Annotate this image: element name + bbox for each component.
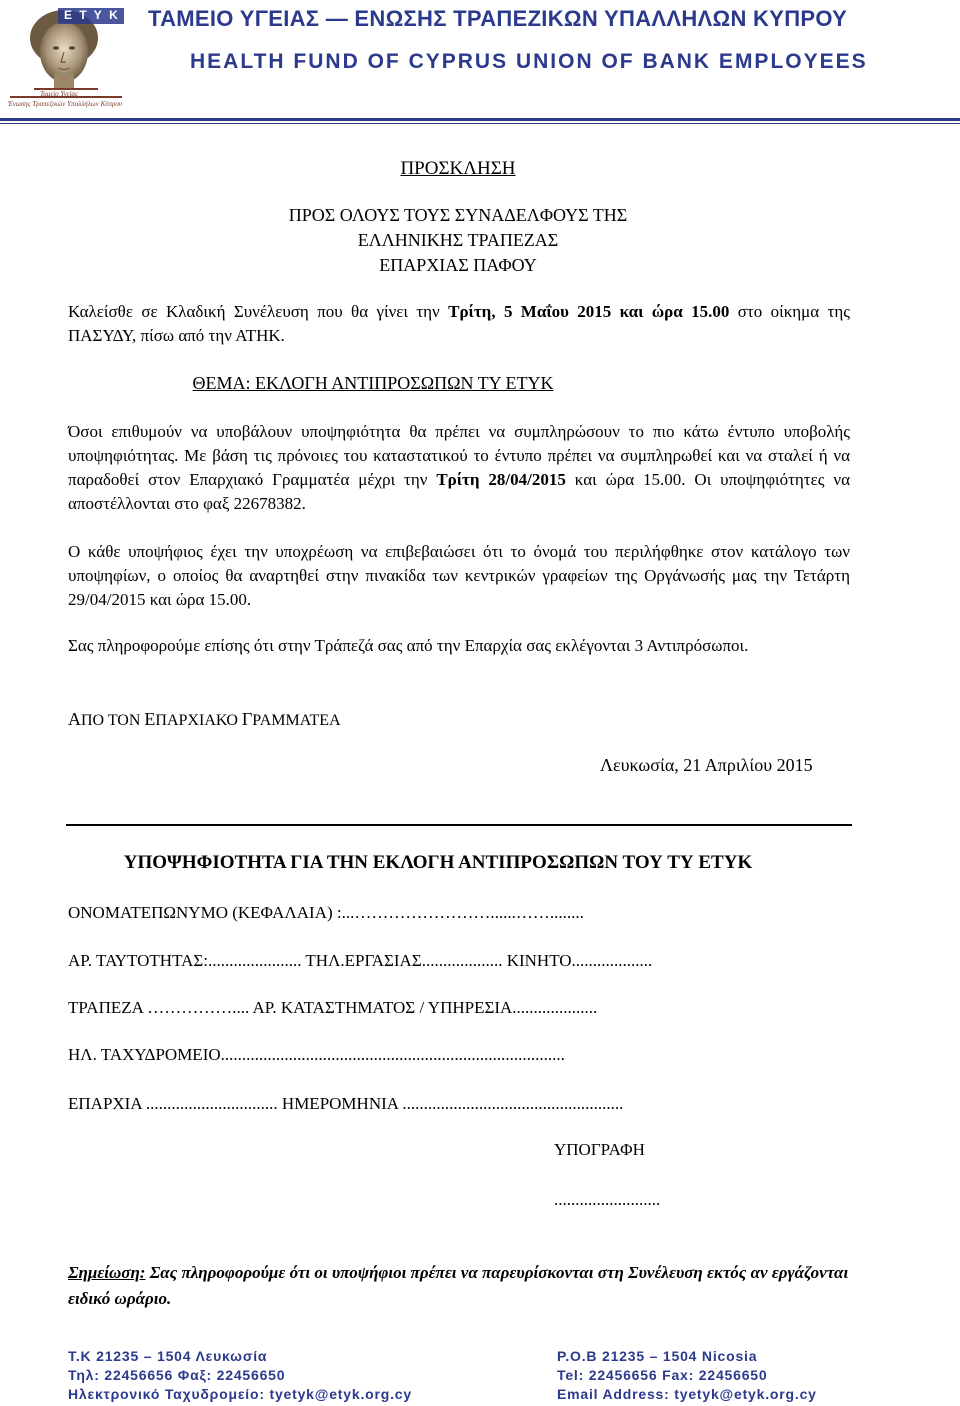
- signature-label: ΥΠΟΓΡΑΦΗ: [554, 1140, 645, 1159]
- representatives-paragraph: Σας πληροφορούμε επίσης ότι στην Τράπεζά σας από την Επαρχία σας εκλέγονται 3 Αντιπρόσωποι.: [68, 636, 749, 655]
- footer-phone-english: Tel: 22456656 Fax: 22456650: [557, 1367, 768, 1383]
- footer-email-greek: Ηλεκτρονικό Ταχυδρομείο: tyetyk@etyk.org.cy: [68, 1386, 412, 1402]
- logo-caption-line1: Ταμείο Υγείας: [40, 90, 78, 98]
- form-field-email: ΗΛ. ΤΑΧΥΔΡΟΜΕΙΟ.................................................................................: [68, 1045, 565, 1064]
- logo-caption-line2: Ένωσης Τραπεζικών Υπαλλήλων Κύπρου: [8, 100, 123, 108]
- footer-address-greek: Τ.Κ 21235 – 1504 Λευκωσία: [68, 1348, 268, 1364]
- addressee-line3: ΕΠΑΡΧΙΑΣ ΠΑΦΟΥ: [379, 255, 537, 275]
- header-divider-thin: [0, 123, 960, 124]
- footer-phone-greek: Τηλ: 22456656 Φαξ: 22456650: [68, 1367, 286, 1383]
- header-divider: [0, 118, 960, 121]
- form-field-id-phones: ΑΡ. ΤΑΥΤΟΤΗΤΑΣ:...................... ΤΗΛ.ΕΡΓΑΣΙΑΣ................... ΚΙΝΗΤΟ...................: [68, 951, 653, 970]
- from-cap-3: Γ: [241, 709, 253, 729]
- letter-date: Λευκωσία, 21 Απριλίου 2015: [600, 755, 813, 775]
- form-field-bank-branch: ΤΡΑΠΕΖΑ …………….... ΑΡ. ΚΑΤΑΣΤΗΜΑΤΟΣ / ΥΠΗΡΕΣΙΑ....................: [68, 998, 598, 1017]
- from-rest-3: ΡΑΜΜΑΤΕΑ: [252, 712, 341, 729]
- candidacy-text-a: Όσοι επιθυμούν να υποβάλουν υποψηφιότητα θα πρέπει να συμπληρώσουν το πιο κάτω έντυπο υποβολής υποψηφιότητας. Με βάση τις πρόνοιες του καταστατικού το έντυπο πρέπει να συμπληρωθεί και να σταλεί ή να παραδοθεί στον Επαρχιακό Γραμματέα μέχρι την: [68, 422, 850, 489]
- note-text: Σας πληροφορούμε ότι οι υποψήφιοι πρέπει να παρευρίσκονται στη Συνέλευση εκτός αν εργάζονται ειδικό ωράριο.: [68, 1263, 849, 1308]
- addressee-line1: ΠΡΟΣ ΟΛΟΥΣ ΤΟΥΣ ΣΥΝΑΔΕΛΦΟΥΣ ΤΗΣ: [288, 205, 628, 225]
- header-title-english: HEALTH FUND OF CYPRUS UNION OF BANK EMPLOYEES: [190, 50, 868, 73]
- meeting-date-time: Τρίτη, 5 Μαΐου 2015 και ώρα 15.00: [448, 302, 730, 321]
- footer-address-english: P.O.B 21235 – 1504 Nicosia: [557, 1348, 758, 1364]
- form-field-district-date: ΕΠΑΡΧΙΑ ............................... ΗΜΕΡΟΜΗΝΙΑ ....................................................: [68, 1094, 624, 1113]
- addressee-line2: ΕΛΛΗΝΙΚΗΣ ΤΡΑΠΕΖΑΣ: [357, 230, 559, 250]
- meeting-text-a: Καλείσθε σε Κλαδική Συνέλευση που θα γίνει την: [68, 302, 449, 321]
- from-rest-1: ΠΟ ΤΟΝ: [81, 712, 145, 729]
- logo-banner-text: Ε Τ Υ Κ: [64, 8, 120, 22]
- note-label: Σημείωση:: [68, 1263, 146, 1282]
- logo: [6, 4, 126, 112]
- candidate-list-paragraph: Ο κάθε υποψήφιος έχει την υποχρέωση να επιβεβαιώσει ότι το όνομά του περιλήφθηκε στον κατάλογο των υποψηφίων, ο οποίος θα αναρτηθεί στην πινακίδα των κεντρικών γραφείων της Οργάνωσής μας την Τετάρτη 29/04/2015 και ώρα 15.00.: [68, 542, 850, 609]
- from-secretary: [68, 709, 341, 730]
- candidacy-text-c: και ώρα 15.00. Οι υποψηφιότητες να αποστέλλονται στο φαξ 22678382.: [68, 470, 850, 513]
- section-divider: [66, 824, 852, 826]
- subject-line: ΘΕΜΑ: ΕΚΛΟΓΗ ΑΝΤΙΠΡΟΣΩΠΩΝ ΤΥ ΕΤΥΚ: [192, 373, 554, 393]
- invitation-title: ΠΡΟΣΚΛΗΣΗ: [400, 158, 516, 179]
- form-field-full-name: ΟΝΟΜΑΤΕΠΩΝΥΜΟ (ΚΕΦΑΛΑΙΑ) :...……………………......……........: [68, 903, 584, 922]
- note: [68, 1260, 850, 1312]
- footer-email-english: Email Address: tyetyk@etyk.org.cy: [557, 1386, 817, 1402]
- candidacy-paragraph: [68, 420, 850, 516]
- form-title: ΥΠΟΨΗΦΙΟΤΗΤΑ ΓΙΑ ΤΗΝ ΕΚΛΟΓΗ ΑΝΤΙΠΡΟΣΩΠΩΝ ΤΟΥ ΤΥ ΕΤΥΚ: [123, 852, 753, 873]
- header-title-greek: ΤΑΜΕΙΟ ΥΓΕΙΑΣ — ΕΝΩΣΗΣ ΤΡΑΠΕΖΙΚΩΝ ΥΠΑΛΛΗΛΩΝ ΚΥΠΡΟΥ: [148, 6, 848, 31]
- from-cap-2: Ε: [144, 709, 156, 729]
- from-rest-2: ΠΑΡΧΙΑΚΟ: [155, 712, 242, 729]
- candidacy-deadline: Τρίτη 28/04/2015: [436, 470, 566, 489]
- signature-line: .........................: [554, 1190, 661, 1209]
- from-cap-1: Α: [68, 709, 81, 729]
- meeting-text-c: στο οίκημα της ΠΑΣΥΔΥ, πίσω από την ΑΤΗΚ.: [68, 302, 850, 345]
- meeting-paragraph: [68, 300, 850, 348]
